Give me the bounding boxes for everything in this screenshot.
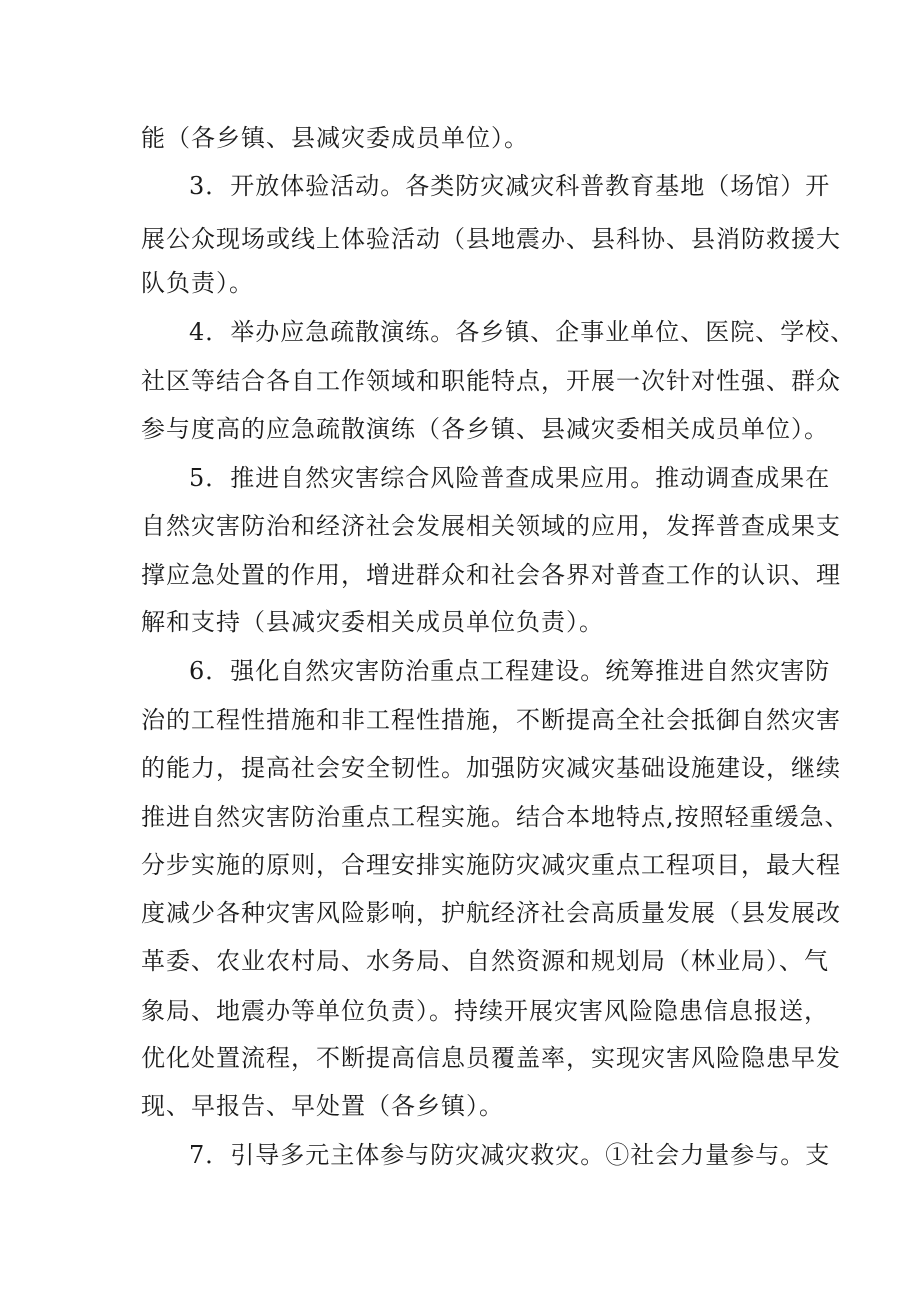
text-line: 分步实施的原则，合理安排实施防灾减灾重点工程项目，最大程 [141,851,841,879]
text-line: 的能力，提高社会安全韧性。加强防灾减灾基础设施建设，继续 [141,754,841,782]
text-line: 优化处置流程，不断提高信息员覆盖率，实现灾害风险隐患早发 [141,1044,841,1072]
paragraph-3-heading: 3．开放体验活动。各类防灾减灾科普教育基地（场馆）开 [189,172,831,200]
text-line: 能（各乡镇、县减灾委成员单位）。 [141,124,529,152]
paragraph-4-heading: 4．举办应急疏散演练。各乡镇、企事业单位、医院、学校、 [189,318,856,346]
text-line: 解和支持（县减灾委相关成员单位负责）。 [141,608,604,636]
text-line: 社区等结合各自工作领域和职能特点，开展一次针对性强、群众 [141,367,841,395]
text-line: 撑应急处置的作用，增进群众和社会各界对普查工作的认识、理 [141,561,841,589]
paragraph-7-heading: 7．引导多元主体参与防灾减灾救灾。①社会力量参与。支 [189,1141,831,1169]
text-line: 革委、农业农村局、水务局、自然资源和规划局（林业局）、气 [141,947,829,975]
text-line: 象局、地震办等单位负责）。持续开展灾害风险隐患信息报送， [141,997,829,1025]
text-line: 现、早报告、早处置（各乡镇）。 [141,1092,504,1120]
paragraph-5-heading: 5．推进自然灾害综合风险普查成果应用。推动调查成果在 [189,464,831,492]
text-line: 队负责）。 [141,269,254,297]
text-line: 治的工程性措施和非工程性措施，不断提高全社会抵御自然灾害 [141,706,841,734]
text-line: 度减少各种灾害风险影响，护航经济社会高质量发展（县发展改 [141,899,841,927]
text-line: 推进自然灾害防治重点工程实施。结合本地特点,按照轻重缓急、 [141,803,850,831]
text-line: 自然灾害防治和经济社会发展相关领域的应用，发挥普查成果支 [141,512,841,540]
text-line: 参与度高的应急疏散演练（各乡镇、县减灾委相关成员单位）。 [141,415,829,443]
paragraph-6-heading: 6．强化自然灾害防治重点工程建设。统筹推进自然灾害防 [189,657,831,685]
text-line: 展公众现场或线上体验活动（县地震办、县科协、县消防救援大 [141,225,841,253]
